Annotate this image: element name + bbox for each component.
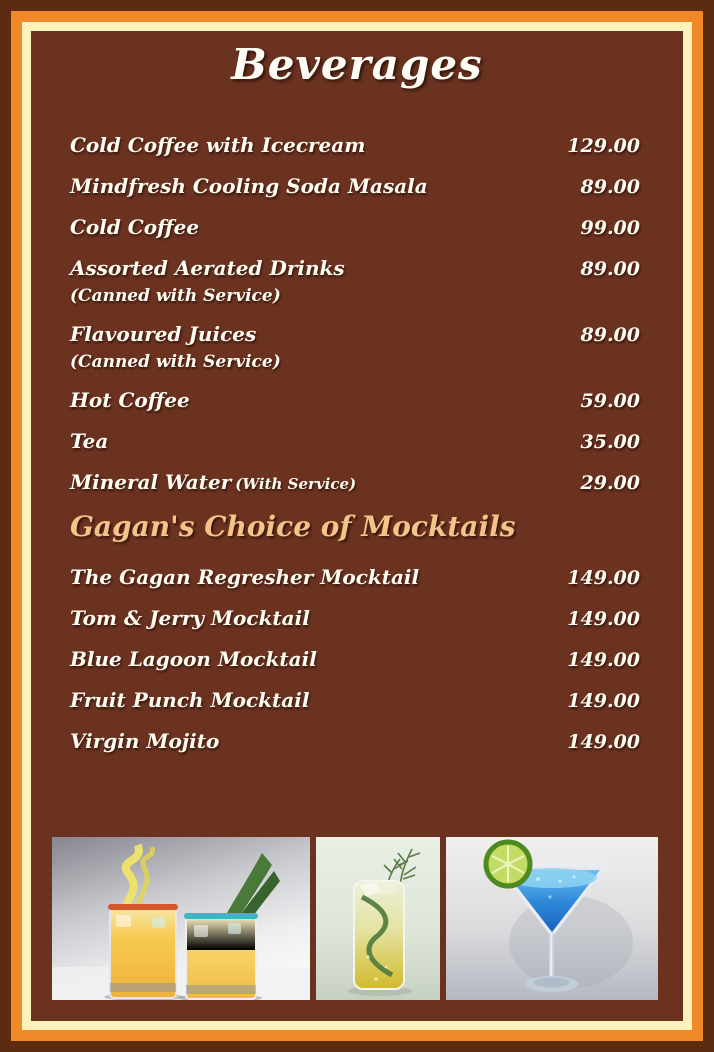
item-price: 35.00	[580, 431, 640, 453]
menu-item-row	[70, 429, 640, 455]
item-name: Mineral Water (With Service)	[70, 470, 357, 494]
menu-item-row	[70, 688, 640, 714]
menu-item-row	[70, 729, 640, 755]
item-price: 149.00	[567, 608, 640, 630]
item-name: Mindfresh Cooling Soda Masala	[70, 174, 428, 198]
item-price: 129.00	[567, 135, 640, 157]
menu-item-row	[70, 133, 640, 159]
item-note: (Canned with Service)	[70, 286, 281, 306]
item-name: Tom & Jerry Mocktail	[70, 606, 310, 630]
item-price: 89.00	[580, 258, 640, 280]
item-name: Fruit Punch Mocktail	[70, 688, 310, 712]
item-name: Cold Coffee	[70, 215, 200, 239]
yellow-mocktails-photo	[52, 837, 310, 1000]
menu-item-row	[70, 565, 640, 591]
menu-list	[70, 133, 640, 770]
section-heading-mocktails: Gagan's Choice of Mocktails	[70, 510, 516, 543]
item-inline-note: (With Service)	[235, 475, 357, 493]
item-price: 99.00	[580, 217, 640, 239]
item-name: Hot Coffee	[70, 388, 190, 412]
menu-item-row	[70, 606, 640, 632]
item-name: The Gagan Regresher Mocktail	[70, 565, 420, 589]
blue-lagoon-martini-photo	[446, 837, 658, 1000]
item-name: Blue Lagoon Mocktail	[70, 647, 317, 671]
item-name: Virgin Mojito	[70, 729, 220, 753]
item-price: 149.00	[567, 567, 640, 589]
menu-item-row	[70, 470, 640, 497]
item-price: 59.00	[580, 390, 640, 412]
menu-item-row	[70, 388, 640, 414]
item-price: 29.00	[580, 472, 640, 494]
item-name: Flavoured Juices	[70, 322, 257, 346]
item-price: 89.00	[580, 324, 640, 346]
item-price: 149.00	[567, 649, 640, 671]
item-price: 149.00	[567, 731, 640, 753]
menu-item-row	[70, 322, 640, 348]
item-price: 89.00	[580, 176, 640, 198]
page-title: Beverages	[231, 40, 483, 89]
menu-item-row	[70, 215, 640, 241]
item-name: Assorted Aerated Drinks	[70, 256, 345, 280]
photo-strip	[52, 837, 658, 1000]
item-note: (Canned with Service)	[70, 352, 281, 372]
item-name: Tea	[70, 429, 109, 453]
item-name: Cold Coffee with Icecream	[70, 133, 366, 157]
cucumber-cooler-photo	[316, 837, 440, 1000]
menu-item-row	[70, 256, 640, 282]
menu-item-row	[70, 647, 640, 673]
menu-item-row	[70, 174, 640, 200]
item-price: 149.00	[567, 690, 640, 712]
